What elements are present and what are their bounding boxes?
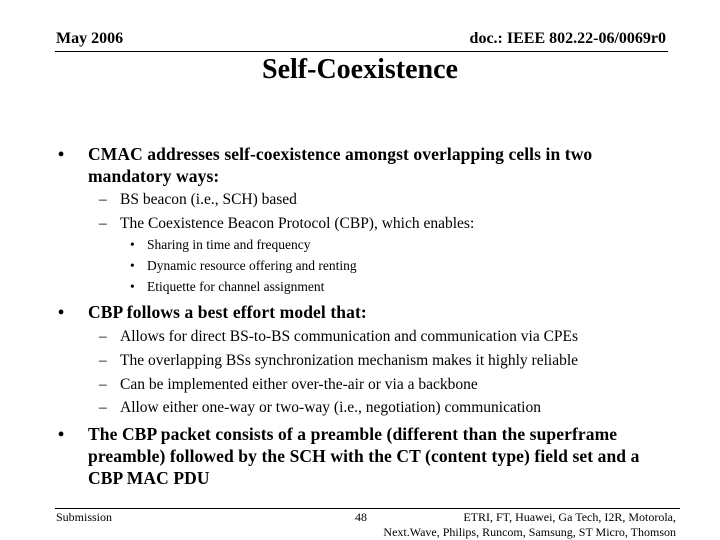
sub-bullet	[99, 375, 679, 395]
footer-rule	[55, 508, 680, 509]
sub-bullet-text: Allows for direct BS-to-BS communication and communication via CPEs	[120, 328, 579, 345]
bullet-marker: •	[130, 237, 135, 252]
footer-authors	[383, 510, 676, 540]
sub-sub-bullet	[130, 278, 630, 296]
header-rule	[55, 51, 668, 52]
sub-sub-bullet	[130, 236, 630, 254]
sub-bullet	[99, 398, 679, 418]
bullet-3	[58, 423, 658, 489]
bullet-text: CMAC addresses self-coexistence amongst overlapping cells in two mandatory ways:	[88, 144, 593, 186]
footer-authors-line-2: Next.Wave, Philips, Runcom, Samsung, ST Micro, Thomson	[383, 525, 676, 539]
sub-bullet-text: Allow either one-way or two-way (i.e., negotiation) communication	[120, 399, 541, 416]
sub-sub-bullet-text: Sharing in time and frequency	[147, 237, 311, 252]
bullet-1	[58, 143, 668, 187]
sub-bullet	[99, 214, 679, 234]
dash-marker: –	[99, 328, 107, 345]
header-date: May 2006	[56, 30, 124, 47]
dash-marker: –	[99, 376, 107, 393]
sub-sub-bullet-text: Etiquette for channel assignment	[147, 279, 325, 294]
dash-marker: –	[99, 191, 107, 208]
sub-sub-bullet	[130, 257, 630, 275]
bullet-marker: •	[130, 258, 135, 273]
dash-marker: –	[99, 215, 107, 232]
slide-title: Self-Coexistence	[262, 54, 458, 85]
bullet-marker: •	[130, 279, 135, 294]
sub-bullet-text: BS beacon (i.e., SCH) based	[120, 191, 297, 208]
footer-page-number: 48	[355, 510, 367, 524]
footer-submission: Submission	[56, 510, 113, 524]
bullet-2	[58, 301, 668, 323]
sub-bullet	[99, 327, 679, 347]
sub-sub-bullet-text: Dynamic resource offering and renting	[147, 258, 357, 273]
bullet-marker: •	[58, 424, 65, 444]
dash-marker: –	[99, 399, 107, 416]
dash-marker: –	[99, 352, 107, 369]
sub-bullet-text: The Coexistence Beacon Protocol (CBP), which enables:	[120, 215, 475, 232]
sub-bullet-text: The overlapping BSs synchronization mechanism makes it highly reliable	[120, 352, 579, 369]
sub-bullet	[99, 190, 679, 210]
sub-bullet	[99, 351, 679, 371]
bullet-text: CBP follows a best effort model that:	[88, 302, 367, 322]
header-doc-id: doc.: IEEE 802.22-06/0069r0	[469, 30, 666, 47]
bullet-text: The CBP packet consists of a preamble (different than the superframe preamble) followed by the SCH with the CT (content type) field set and a CBP MAC PDU	[88, 424, 640, 488]
bullet-marker: •	[58, 302, 65, 322]
footer-authors-line-1: ETRI, FT, Huawei, Ga Tech, I2R, Motorola,	[463, 510, 676, 524]
bullet-marker: •	[58, 144, 65, 164]
sub-bullet-text: Can be implemented either over-the-air or via a backbone	[120, 376, 478, 393]
